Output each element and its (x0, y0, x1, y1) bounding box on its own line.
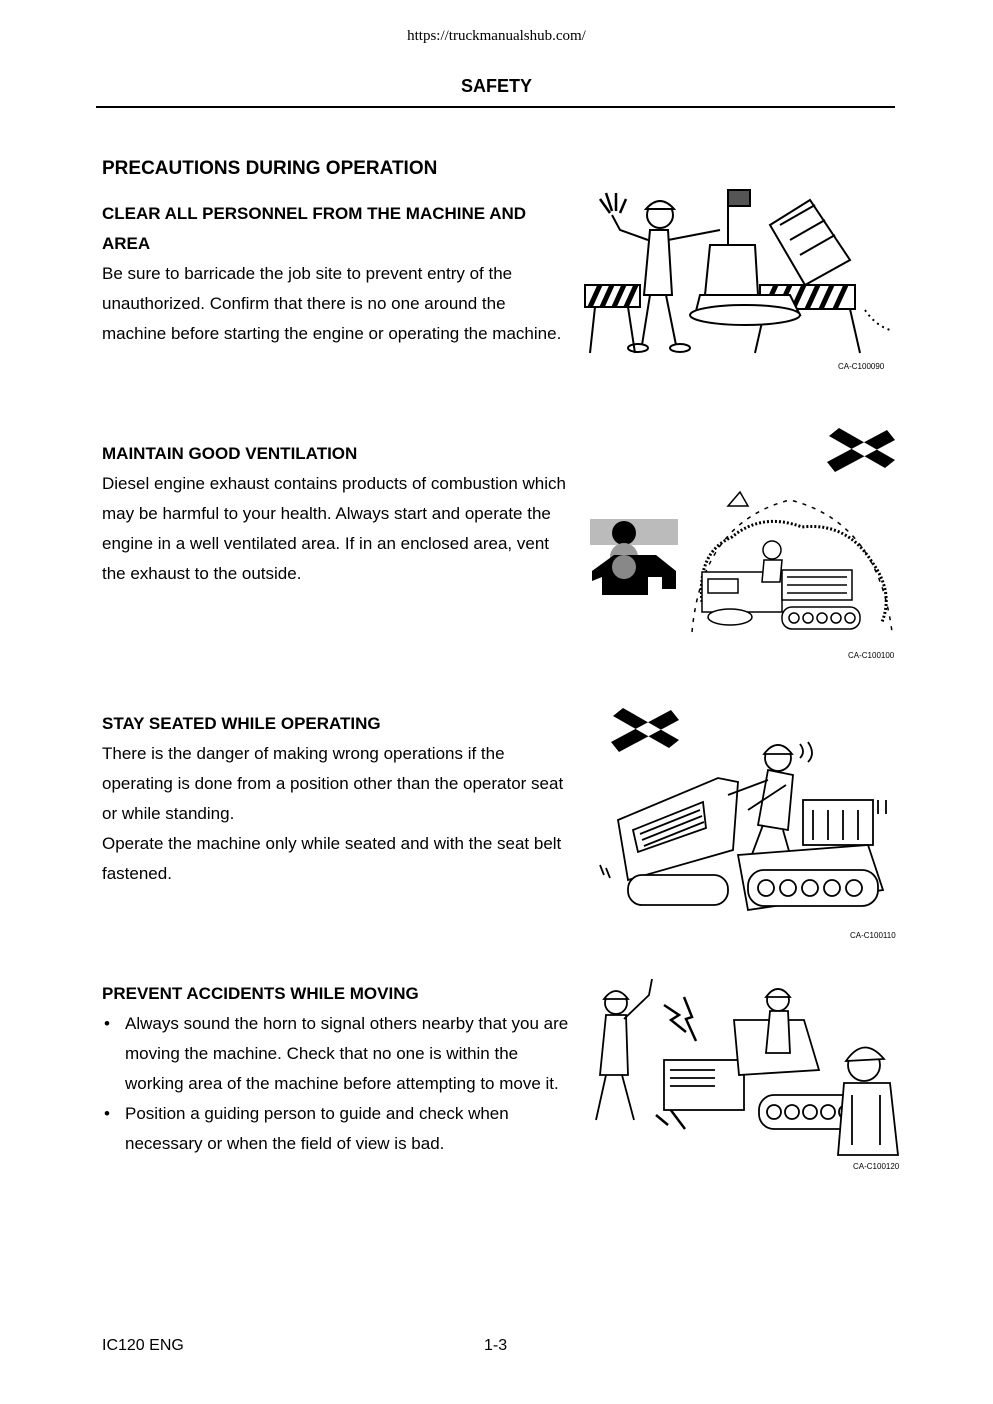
section-stay-seated (102, 709, 574, 889)
page-header: SAFETY (460, 76, 532, 96)
standing-operator-illustration (598, 730, 898, 925)
figure-code: CA-C100110 (850, 931, 896, 940)
header-rule (96, 106, 895, 108)
footer-model: IC120 ENG (102, 1337, 184, 1354)
section-heading: PREVENT ACCIDENTS WHILE MOVING (102, 984, 419, 1003)
exhaust-ventilation-illustration (682, 482, 898, 640)
section-body: Diesel engine exhaust contains products of combustion which may be harmful to your health. Always start and operate the engine in a well ventilated area. If in an enclosed area, vent the exhaust to the outside. (102, 474, 566, 583)
barricade-illustration (580, 185, 895, 360)
bullet-list (102, 1009, 580, 1159)
page-title: PRECAUTIONS DURING OPERATION (102, 158, 438, 179)
source-url: https://truckmanualshub.com/ (407, 28, 586, 44)
section-body: Operate the machine only while seated and with the seat belt fastened. (102, 834, 562, 883)
section-prevent-accidents (102, 979, 580, 1159)
prohibited-x-icon (825, 428, 897, 474)
figure-code: CA-C100120 (853, 1162, 900, 1171)
list-item: • Always sound the horn to signal others nearby that you are moving the machine. Check that no one is within the working area of the machine before attempting to move it. (102, 1009, 580, 1099)
section-ventilation (102, 439, 574, 589)
section-clear-personnel (102, 199, 574, 349)
section-heading: MAINTAIN GOOD VENTILATION (102, 444, 358, 463)
footer-page-number: 1-3 (484, 1337, 508, 1354)
section-heading: CLEAR ALL PERSONNEL FROM THE MACHINE AND AREA (102, 204, 527, 253)
breathing-hazard-icon (588, 515, 680, 597)
figure-code: CA-C100090 (838, 362, 885, 371)
list-item: • Position a guiding person to guide and check when necessary or when the field of view is bad. (102, 1099, 580, 1159)
section-body: There is the danger of making wrong operations if the operating is done from a position other than the operator seat or while standing. (102, 744, 564, 823)
section-heading: STAY SEATED WHILE OPERATING (102, 714, 381, 733)
figure-code: CA-C100100 (848, 651, 895, 660)
horn-warning-illustration (594, 975, 904, 1160)
section-body: Be sure to barricade the job site to prevent entry of the unauthorized. Confirm that there is no one around the machine before starting the engine or operating the machine. (102, 264, 562, 343)
